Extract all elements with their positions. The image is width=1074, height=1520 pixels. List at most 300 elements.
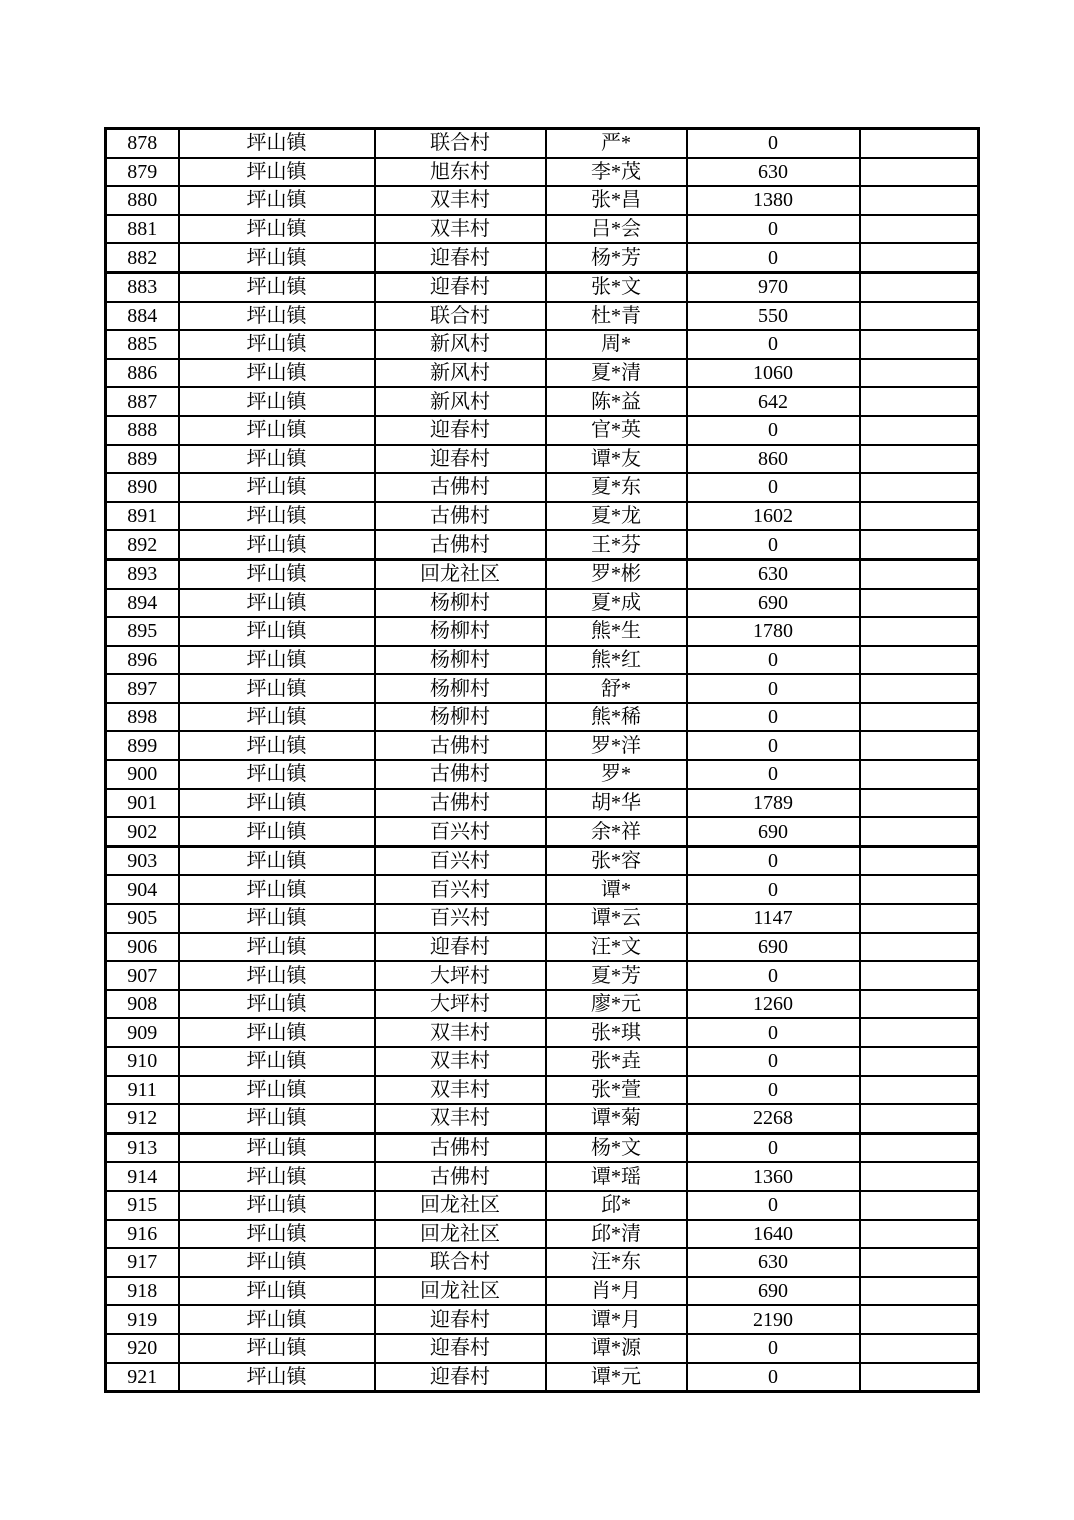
- cell-row-number: 911: [106, 1076, 179, 1105]
- table-row: [106, 846, 979, 875]
- table-row: [106, 473, 979, 502]
- table-row: [106, 186, 979, 215]
- cell-row-number: 896: [106, 646, 179, 675]
- cell-village: 迎春村: [375, 1363, 546, 1392]
- cell-village: 迎春村: [375, 416, 546, 445]
- cell-village: 双丰村: [375, 215, 546, 244]
- cell-amount: 1260: [687, 990, 860, 1019]
- cell-person-name: 张*垚: [546, 1047, 687, 1076]
- cell-town: 坪山镇: [179, 359, 375, 388]
- cell-person-name: 周*: [546, 330, 687, 359]
- cell-amount: 0: [687, 961, 860, 990]
- cell-town: 坪山镇: [179, 646, 375, 675]
- cell-amount: 690: [687, 933, 860, 962]
- cell-amount: 0: [687, 416, 860, 445]
- cell-town: 坪山镇: [179, 559, 375, 588]
- cell-person-name: 夏*龙: [546, 502, 687, 531]
- table-row: [106, 617, 979, 646]
- cell-row-number: 886: [106, 359, 179, 388]
- cell-person-name: 张*容: [546, 846, 687, 875]
- cell-note: [860, 416, 979, 445]
- table-row: [106, 875, 979, 904]
- cell-village: 双丰村: [375, 186, 546, 215]
- cell-amount: 1360: [687, 1162, 860, 1191]
- table-row: [106, 129, 979, 158]
- cell-village: 联合村: [375, 1248, 546, 1277]
- cell-town: 坪山镇: [179, 1018, 375, 1047]
- cell-person-name: 肖*月: [546, 1277, 687, 1306]
- cell-note: [860, 1305, 979, 1334]
- cell-amount: 0: [687, 330, 860, 359]
- cell-note: [860, 731, 979, 760]
- cell-row-number: 906: [106, 933, 179, 962]
- cell-row-number: 890: [106, 473, 179, 502]
- cell-amount: 0: [687, 1047, 860, 1076]
- cell-person-name: 谭*友: [546, 445, 687, 474]
- table-row: [106, 1277, 979, 1306]
- cell-note: [860, 1191, 979, 1220]
- cell-town: 坪山镇: [179, 904, 375, 933]
- cell-town: 坪山镇: [179, 1334, 375, 1363]
- cell-row-number: 878: [106, 129, 179, 158]
- table-row: [106, 272, 979, 301]
- table-row: [106, 158, 979, 187]
- cell-town: 坪山镇: [179, 502, 375, 531]
- cell-note: [860, 674, 979, 703]
- cell-row-number: 891: [106, 502, 179, 531]
- table-row: [106, 559, 979, 588]
- cell-row-number: 894: [106, 589, 179, 618]
- table-row: [106, 416, 979, 445]
- cell-row-number: 908: [106, 990, 179, 1019]
- cell-note: [860, 1047, 979, 1076]
- cell-row-number: 900: [106, 760, 179, 789]
- cell-row-number: 913: [106, 1133, 179, 1162]
- cell-village: 杨柳村: [375, 703, 546, 732]
- cell-note: [860, 272, 979, 301]
- cell-person-name: 吕*会: [546, 215, 687, 244]
- cell-town: 坪山镇: [179, 530, 375, 559]
- table-row: [106, 1334, 979, 1363]
- cell-village: 双丰村: [375, 1076, 546, 1105]
- cell-amount: 2268: [687, 1104, 860, 1133]
- cell-note: [860, 617, 979, 646]
- cell-town: 坪山镇: [179, 674, 375, 703]
- cell-row-number: 889: [106, 445, 179, 474]
- cell-person-name: 官*英: [546, 416, 687, 445]
- cell-amount: 1380: [687, 186, 860, 215]
- table-row: [106, 674, 979, 703]
- cell-village: 古佛村: [375, 789, 546, 818]
- cell-village: 杨柳村: [375, 674, 546, 703]
- table-row: [106, 530, 979, 559]
- cell-amount: 2190: [687, 1305, 860, 1334]
- cell-note: [860, 817, 979, 846]
- cell-note: [860, 875, 979, 904]
- cell-village: 古佛村: [375, 1162, 546, 1191]
- cell-person-name: 夏*东: [546, 473, 687, 502]
- cell-village: 百兴村: [375, 846, 546, 875]
- cell-note: [860, 530, 979, 559]
- cell-village: 杨柳村: [375, 646, 546, 675]
- cell-town: 坪山镇: [179, 1162, 375, 1191]
- cell-village: 古佛村: [375, 502, 546, 531]
- cell-village: 回龙社区: [375, 559, 546, 588]
- cell-row-number: 881: [106, 215, 179, 244]
- cell-village: 回龙社区: [375, 1277, 546, 1306]
- table-row: [106, 1363, 979, 1392]
- cell-town: 坪山镇: [179, 1104, 375, 1133]
- cell-village: 迎春村: [375, 445, 546, 474]
- cell-village: 迎春村: [375, 933, 546, 962]
- cell-note: [860, 330, 979, 359]
- cell-person-name: 杨*文: [546, 1133, 687, 1162]
- cell-person-name: 陈*益: [546, 387, 687, 416]
- cell-village: 杨柳村: [375, 589, 546, 618]
- cell-amount: 1602: [687, 502, 860, 531]
- cell-person-name: 谭*月: [546, 1305, 687, 1334]
- cell-village: 新风村: [375, 359, 546, 388]
- cell-person-name: 张*萱: [546, 1076, 687, 1105]
- cell-note: [860, 302, 979, 331]
- cell-amount: 0: [687, 846, 860, 875]
- cell-town: 坪山镇: [179, 129, 375, 158]
- cell-row-number: 897: [106, 674, 179, 703]
- cell-town: 坪山镇: [179, 933, 375, 962]
- cell-village: 双丰村: [375, 1018, 546, 1047]
- cell-town: 坪山镇: [179, 589, 375, 618]
- cell-row-number: 909: [106, 1018, 179, 1047]
- cell-person-name: 舒*: [546, 674, 687, 703]
- table-row: [106, 933, 979, 962]
- cell-village: 迎春村: [375, 1334, 546, 1363]
- cell-note: [860, 1104, 979, 1133]
- cell-row-number: 916: [106, 1220, 179, 1249]
- cell-person-name: 汪*东: [546, 1248, 687, 1277]
- cell-town: 坪山镇: [179, 1363, 375, 1392]
- table-row: [106, 789, 979, 818]
- cell-note: [860, 243, 979, 272]
- cell-town: 坪山镇: [179, 1047, 375, 1076]
- cell-town: 坪山镇: [179, 1220, 375, 1249]
- cell-village: 古佛村: [375, 760, 546, 789]
- cell-note: [860, 359, 979, 388]
- cell-row-number: 898: [106, 703, 179, 732]
- cell-town: 坪山镇: [179, 617, 375, 646]
- cell-amount: 0: [687, 1076, 860, 1105]
- cell-person-name: 谭*云: [546, 904, 687, 933]
- cell-note: [860, 1133, 979, 1162]
- table-row: [106, 215, 979, 244]
- cell-row-number: 912: [106, 1104, 179, 1133]
- cell-amount: 550: [687, 302, 860, 331]
- cell-note: [860, 445, 979, 474]
- cell-person-name: 夏*芳: [546, 961, 687, 990]
- cell-town: 坪山镇: [179, 875, 375, 904]
- table-row: [106, 1047, 979, 1076]
- cell-note: [860, 990, 979, 1019]
- cell-amount: 0: [687, 215, 860, 244]
- cell-town: 坪山镇: [179, 760, 375, 789]
- cell-note: [860, 1076, 979, 1105]
- table-row: [106, 1104, 979, 1133]
- cell-amount: 0: [687, 674, 860, 703]
- cell-row-number: 887: [106, 387, 179, 416]
- cell-town: 坪山镇: [179, 990, 375, 1019]
- table-row: [106, 243, 979, 272]
- table-row: [106, 731, 979, 760]
- cell-town: 坪山镇: [179, 272, 375, 301]
- table-row: [106, 302, 979, 331]
- cell-note: [860, 1334, 979, 1363]
- cell-village: 百兴村: [375, 875, 546, 904]
- cell-town: 坪山镇: [179, 1277, 375, 1306]
- cell-row-number: 914: [106, 1162, 179, 1191]
- cell-amount: 1147: [687, 904, 860, 933]
- cell-person-name: 邱*清: [546, 1220, 687, 1249]
- cell-row-number: 884: [106, 302, 179, 331]
- cell-person-name: 杜*青: [546, 302, 687, 331]
- cell-village: 新风村: [375, 330, 546, 359]
- cell-amount: 860: [687, 445, 860, 474]
- cell-note: [860, 186, 979, 215]
- table-row: [106, 961, 979, 990]
- cell-person-name: 汪*文: [546, 933, 687, 962]
- cell-amount: 0: [687, 646, 860, 675]
- cell-village: 联合村: [375, 129, 546, 158]
- cell-amount: 1640: [687, 1220, 860, 1249]
- cell-note: [860, 933, 979, 962]
- cell-row-number: 902: [106, 817, 179, 846]
- cell-person-name: 谭*瑶: [546, 1162, 687, 1191]
- cell-person-name: 杨*芳: [546, 243, 687, 272]
- table-row: [106, 359, 979, 388]
- cell-town: 坪山镇: [179, 445, 375, 474]
- cell-row-number: 883: [106, 272, 179, 301]
- table-row: [106, 445, 979, 474]
- cell-row-number: 918: [106, 1277, 179, 1306]
- cell-town: 坪山镇: [179, 186, 375, 215]
- cell-village: 百兴村: [375, 904, 546, 933]
- cell-note: [860, 961, 979, 990]
- cell-amount: 0: [687, 760, 860, 789]
- cell-note: [860, 387, 979, 416]
- cell-village: 新风村: [375, 387, 546, 416]
- cell-person-name: 夏*清: [546, 359, 687, 388]
- cell-amount: 0: [687, 703, 860, 732]
- cell-village: 回龙社区: [375, 1191, 546, 1220]
- cell-note: [860, 158, 979, 187]
- cell-village: 回龙社区: [375, 1220, 546, 1249]
- cell-row-number: 879: [106, 158, 179, 187]
- table-row: [106, 1162, 979, 1191]
- cell-person-name: 谭*元: [546, 1363, 687, 1392]
- cell-person-name: 罗*洋: [546, 731, 687, 760]
- cell-town: 坪山镇: [179, 416, 375, 445]
- cell-town: 坪山镇: [179, 1305, 375, 1334]
- cell-village: 百兴村: [375, 817, 546, 846]
- cell-row-number: 904: [106, 875, 179, 904]
- cell-person-name: 夏*成: [546, 589, 687, 618]
- cell-town: 坪山镇: [179, 387, 375, 416]
- cell-person-name: 邱*: [546, 1191, 687, 1220]
- cell-person-name: 余*祥: [546, 817, 687, 846]
- cell-row-number: 903: [106, 846, 179, 875]
- cell-person-name: 熊*稀: [546, 703, 687, 732]
- cell-amount: 0: [687, 731, 860, 760]
- cell-amount: 0: [687, 1363, 860, 1392]
- cell-person-name: 谭*源: [546, 1334, 687, 1363]
- cell-person-name: 罗*彬: [546, 559, 687, 588]
- cell-note: [860, 646, 979, 675]
- cell-village: 迎春村: [375, 243, 546, 272]
- cell-note: [860, 1363, 979, 1392]
- cell-amount: 0: [687, 875, 860, 904]
- table-row: [106, 1018, 979, 1047]
- cell-amount: 1789: [687, 789, 860, 818]
- cell-note: [860, 1220, 979, 1249]
- cell-person-name: 熊*红: [546, 646, 687, 675]
- cell-row-number: 915: [106, 1191, 179, 1220]
- cell-person-name: 熊*生: [546, 617, 687, 646]
- table-row: [106, 1248, 979, 1277]
- cell-town: 坪山镇: [179, 731, 375, 760]
- cell-amount: 630: [687, 559, 860, 588]
- cell-row-number: 920: [106, 1334, 179, 1363]
- cell-town: 坪山镇: [179, 1133, 375, 1162]
- cell-person-name: 严*: [546, 129, 687, 158]
- cell-village: 大坪村: [375, 990, 546, 1019]
- cell-note: [860, 1018, 979, 1047]
- cell-town: 坪山镇: [179, 1076, 375, 1105]
- cell-amount: 0: [687, 1018, 860, 1047]
- cell-row-number: 921: [106, 1363, 179, 1392]
- cell-note: [860, 1248, 979, 1277]
- cell-note: [860, 904, 979, 933]
- cell-note: [860, 846, 979, 875]
- cell-village: 联合村: [375, 302, 546, 331]
- table-row: [106, 703, 979, 732]
- cell-village: 古佛村: [375, 1133, 546, 1162]
- cell-row-number: 895: [106, 617, 179, 646]
- cell-row-number: 893: [106, 559, 179, 588]
- cell-village: 迎春村: [375, 272, 546, 301]
- cell-person-name: 张*琪: [546, 1018, 687, 1047]
- cell-amount: 690: [687, 1277, 860, 1306]
- cell-person-name: 胡*华: [546, 789, 687, 818]
- cell-town: 坪山镇: [179, 789, 375, 818]
- cell-row-number: 919: [106, 1305, 179, 1334]
- cell-person-name: 王*芬: [546, 530, 687, 559]
- cell-village: 迎春村: [375, 1305, 546, 1334]
- cell-village: 旭东村: [375, 158, 546, 187]
- table-row: [106, 904, 979, 933]
- table-row: [106, 1191, 979, 1220]
- table-row: [106, 760, 979, 789]
- cell-person-name: 谭*: [546, 875, 687, 904]
- table-row: [106, 1133, 979, 1162]
- cell-town: 坪山镇: [179, 473, 375, 502]
- cell-town: 坪山镇: [179, 330, 375, 359]
- table-row: [106, 1305, 979, 1334]
- cell-row-number: 885: [106, 330, 179, 359]
- cell-amount: 630: [687, 1248, 860, 1277]
- cell-note: [860, 1277, 979, 1306]
- cell-amount: 0: [687, 530, 860, 559]
- cell-amount: 1060: [687, 359, 860, 388]
- cell-amount: 0: [687, 1334, 860, 1363]
- cell-person-name: 罗*: [546, 760, 687, 789]
- cell-amount: 0: [687, 129, 860, 158]
- cell-row-number: 888: [106, 416, 179, 445]
- cell-amount: 0: [687, 473, 860, 502]
- cell-row-number: 917: [106, 1248, 179, 1277]
- cell-person-name: 李*茂: [546, 158, 687, 187]
- cell-note: [860, 1162, 979, 1191]
- cell-town: 坪山镇: [179, 1191, 375, 1220]
- cell-village: 古佛村: [375, 473, 546, 502]
- cell-village: 双丰村: [375, 1104, 546, 1133]
- cell-town: 坪山镇: [179, 215, 375, 244]
- cell-person-name: 张*文: [546, 272, 687, 301]
- cell-note: [860, 215, 979, 244]
- cell-note: [860, 559, 979, 588]
- cell-note: [860, 703, 979, 732]
- cell-amount: 1780: [687, 617, 860, 646]
- cell-town: 坪山镇: [179, 158, 375, 187]
- table-row: [106, 1076, 979, 1105]
- cell-person-name: 谭*菊: [546, 1104, 687, 1133]
- cell-row-number: 880: [106, 186, 179, 215]
- table-row: [106, 646, 979, 675]
- cell-town: 坪山镇: [179, 302, 375, 331]
- cell-village: 古佛村: [375, 530, 546, 559]
- cell-town: 坪山镇: [179, 961, 375, 990]
- cell-village: 双丰村: [375, 1047, 546, 1076]
- cell-note: [860, 760, 979, 789]
- cell-person-name: 廖*元: [546, 990, 687, 1019]
- cell-amount: 690: [687, 589, 860, 618]
- table-row: [106, 502, 979, 531]
- cell-row-number: 907: [106, 961, 179, 990]
- table-row: [106, 990, 979, 1019]
- table-body: [106, 129, 979, 1392]
- cell-row-number: 882: [106, 243, 179, 272]
- cell-amount: 690: [687, 817, 860, 846]
- cell-row-number: 892: [106, 530, 179, 559]
- data-table: [104, 127, 980, 1393]
- cell-village: 大坪村: [375, 961, 546, 990]
- cell-town: 坪山镇: [179, 846, 375, 875]
- cell-town: 坪山镇: [179, 703, 375, 732]
- cell-amount: 0: [687, 1133, 860, 1162]
- cell-row-number: 901: [106, 789, 179, 818]
- cell-note: [860, 789, 979, 818]
- table-row: [106, 387, 979, 416]
- table-row: [106, 330, 979, 359]
- cell-town: 坪山镇: [179, 1248, 375, 1277]
- cell-row-number: 905: [106, 904, 179, 933]
- cell-person-name: 张*昌: [546, 186, 687, 215]
- cell-town: 坪山镇: [179, 243, 375, 272]
- cell-town: 坪山镇: [179, 817, 375, 846]
- table-row: [106, 817, 979, 846]
- cell-row-number: 910: [106, 1047, 179, 1076]
- cell-note: [860, 502, 979, 531]
- cell-note: [860, 129, 979, 158]
- table-row: [106, 589, 979, 618]
- cell-amount: 630: [687, 158, 860, 187]
